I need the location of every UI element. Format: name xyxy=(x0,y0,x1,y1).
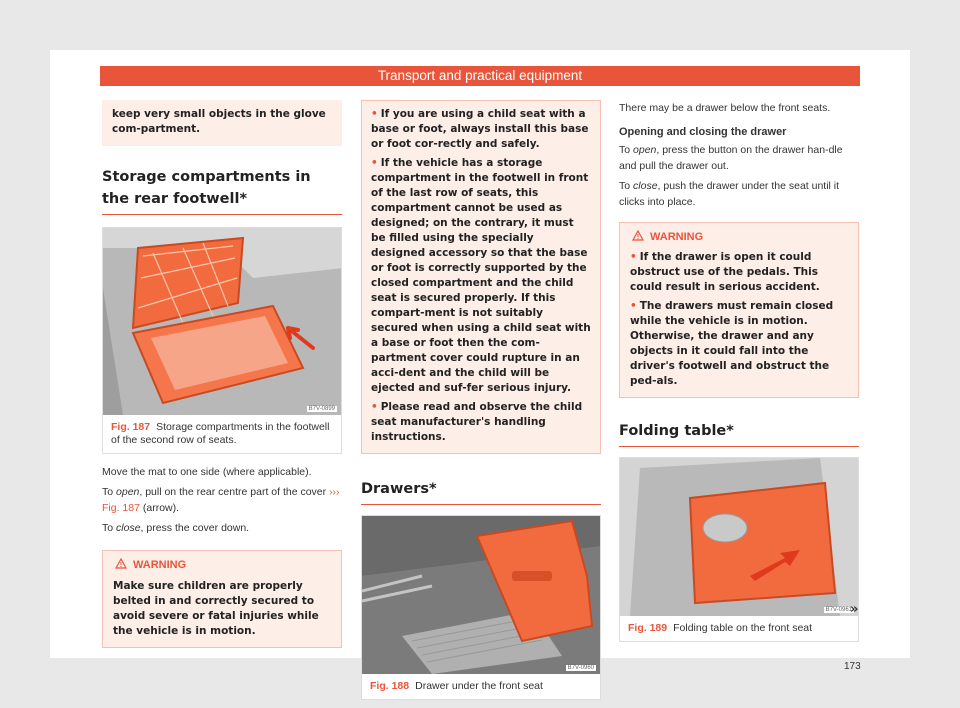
paragraph: To open, press the button on the drawer han-dle and pull the drawer out. xyxy=(619,144,843,172)
folding-table-illustration xyxy=(620,458,858,616)
warning-header xyxy=(103,551,341,577)
warning-triangle-icon xyxy=(115,558,127,572)
column-1 xyxy=(102,100,342,648)
figure-label: Fig. 187 xyxy=(111,421,151,433)
image-code: B7V-0899 xyxy=(308,406,335,412)
section-header: Transport and practical equipment xyxy=(100,66,860,86)
warning-box xyxy=(619,222,859,398)
warning-bullet: • The drawers must remain closed while the vehicle is in motion. Otherwise, the drawer and any objects in it could fall into the driver's footwell and obstruct the ped-als. xyxy=(630,300,834,387)
paragraph: There may be a drawer below the front seats. xyxy=(619,102,831,114)
storage-compartment-illustration xyxy=(103,228,341,415)
cross-ref-arrows: ››› xyxy=(329,486,340,498)
caption-text: Folding table on the front seat xyxy=(673,622,813,634)
storage-compartment-image xyxy=(103,228,341,415)
figure-caption xyxy=(620,616,858,641)
warning-bullet: • Please read and observe the child seat manufacturer's handling instructions. xyxy=(371,401,583,443)
warning-triangle-icon xyxy=(632,230,644,244)
warning-bullet: • If the drawer is open it could obstruct use of the pedals. This could result in serious accident. xyxy=(630,251,820,293)
folding-table-heading: Folding table* xyxy=(619,420,859,447)
paragraph: To close, push the drawer under the seat until it clicks into place. xyxy=(619,180,840,208)
drawer-image xyxy=(362,516,600,674)
intro-warning-text: keep very small objects in the glove com-partment. xyxy=(112,108,326,135)
figure-label: Fig. 188 xyxy=(370,680,410,692)
warning-title: WARNING xyxy=(133,559,187,571)
image-code: B7V-0961 xyxy=(825,607,852,613)
warning-title: WARNING xyxy=(650,231,704,243)
warning-header xyxy=(620,223,858,249)
paragraph: To close, press the cover down. xyxy=(102,522,250,534)
column-2 xyxy=(361,100,601,700)
paragraph: Move the mat to one side (where applicable). xyxy=(102,466,312,478)
figure-link[interactable]: Fig. 187 xyxy=(102,502,140,514)
page-number: 173 xyxy=(844,661,861,672)
warning-bullets xyxy=(362,101,600,453)
figure-189 xyxy=(619,457,859,642)
warning-text: Make sure children are properly belted in and correctly secured to avoid severe or fatal injuries while the vehicle is in motion. xyxy=(113,580,319,637)
figure-188 xyxy=(361,515,601,700)
caption-text: Drawer under the front seat xyxy=(415,680,543,692)
figure-label: Fig. 189 xyxy=(628,622,668,634)
warning-continued-box xyxy=(361,100,601,454)
intro-warning-box xyxy=(102,100,342,146)
figure-187 xyxy=(102,227,342,454)
warning-bullet: • If the vehicle has a storage compartment in the footwell in front of the last row of seats, this compartment cannot be used as designed; on the contrary, it must be filled using the specially designed accessory so that the base or foot is correctly supported by the closed compartment and the child seat is secured properly. If this compart-ment is not suitably secured when using a child seat with a base or foot then the com-partment cover could rupture in an acci-dent and the child will be ejected and suf-fer serious injury. xyxy=(371,157,591,394)
figure-caption xyxy=(103,415,341,453)
storage-heading: Storage compartments in the rear footwell* xyxy=(102,166,342,215)
drawer-illustration xyxy=(362,516,600,674)
image-code: B7V-0960 xyxy=(567,665,594,671)
warning-bullets xyxy=(620,249,858,397)
continue-marker: » xyxy=(850,602,859,617)
caption-text: Storage compartments in the footwell of the second row of seats. xyxy=(111,421,330,446)
drawers-heading: Drawers* xyxy=(361,478,601,505)
warning-bullet: • If you are using a child seat with a base or foot, always install this base or foot cor-rectly and safely. xyxy=(371,108,589,150)
figure-caption xyxy=(362,674,600,699)
warning-box xyxy=(102,550,342,648)
subheading: Opening and closing the drawer xyxy=(619,126,787,138)
paragraph: To open, pull on the rear centre part of the cover ››› Fig. 187 (arrow). xyxy=(102,486,340,514)
column-3 xyxy=(619,100,859,642)
folding-table-image xyxy=(620,458,858,616)
